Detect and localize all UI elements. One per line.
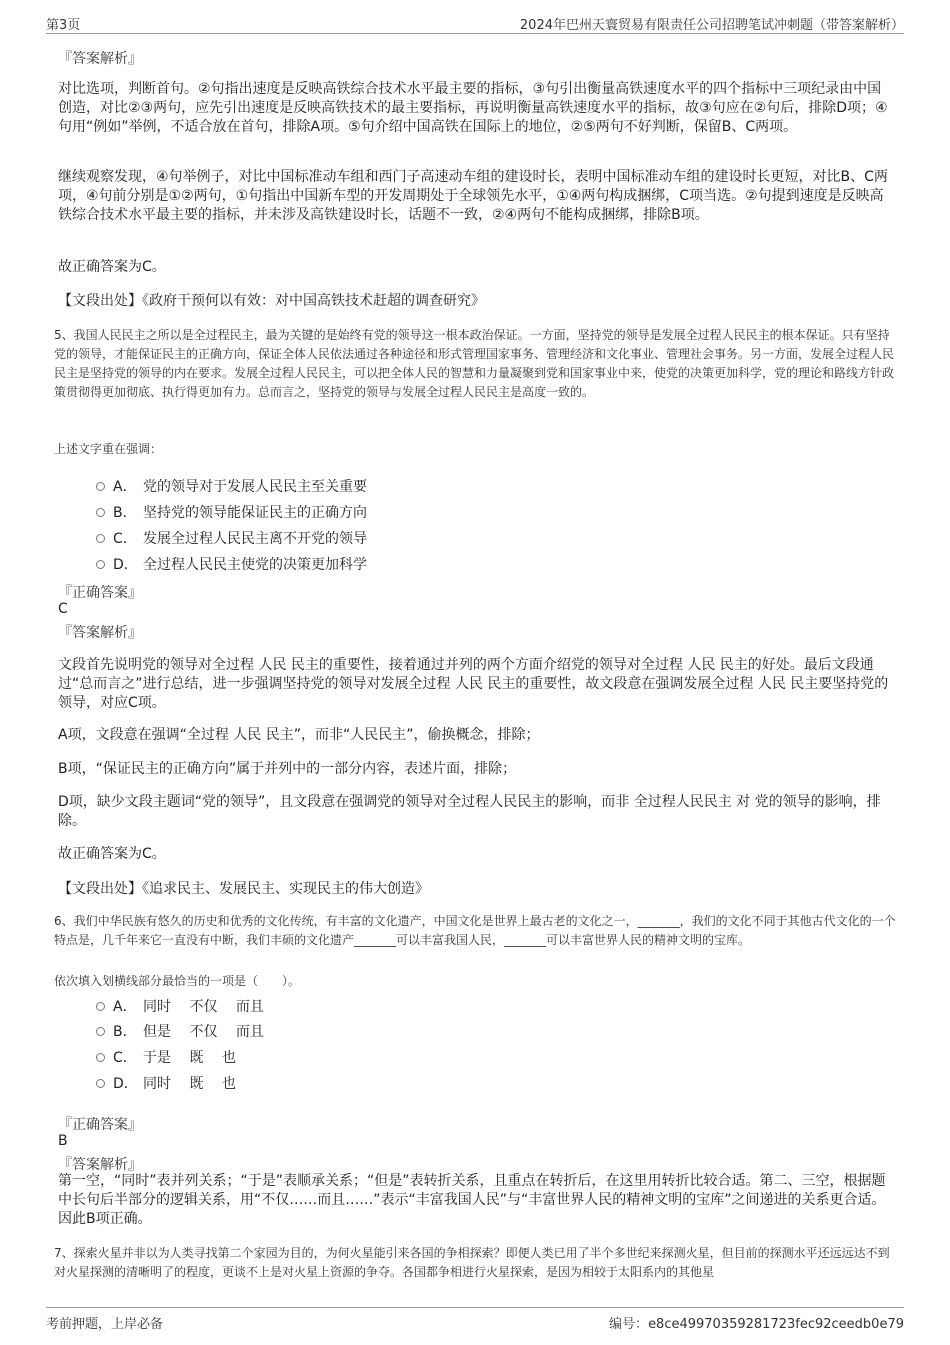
radio-icon[interactable] bbox=[96, 1053, 105, 1062]
radio-icon[interactable] bbox=[96, 1002, 105, 1011]
radio-icon[interactable] bbox=[96, 508, 105, 517]
q6-correct-answer: B bbox=[58, 1133, 68, 1149]
radio-icon[interactable] bbox=[96, 1027, 105, 1036]
q5-analysis-p3: B项，“保证民主的正确方向”属于并列中的一部分内容，表述片面，排除； bbox=[58, 761, 517, 777]
footer-code bbox=[609, 1313, 904, 1332]
q5-analysis-p2: A项，文段意在强调“全过程 人民 民主”，而非“人民民主”，偷换概念，排除； bbox=[58, 727, 540, 743]
q5-question: 上述文字重在强调： bbox=[54, 442, 163, 456]
page-number: 第3页 bbox=[46, 18, 81, 33]
radio-icon[interactable] bbox=[96, 1079, 105, 1088]
q6-analysis-p1: 第一空，“同时”表并列关系；“于是”表顺承关系；“但是”表转折关系，且重点在转折后，在这里用转折比较合适。第二、三空，根据题中长句后半部分的逻辑关系，用“不仅……而且……”表示“丰富我国人民”与“丰富世界人民的精神文明的宝库”之间递进的关系更合适。因此B项正确。 bbox=[58, 1173, 886, 1227]
q6-analysis-label: 『答案解析』 bbox=[58, 1157, 142, 1173]
q4-analysis-label: 『答案解析』 bbox=[58, 51, 142, 67]
q6-option-b[interactable]: B． 但是 不仅 而且 bbox=[96, 1021, 264, 1041]
q4-analysis-p1: 对比选项，判断首句。②句指出速度是反映高铁综合技术水平最主要的指标，③句引出衡量高铁速度水平的四个指标中三项纪录由中国创造，对比②③两句，应先引出速度是反映高铁技术的最主要指标，再说明衡量高铁速度水平的指标，故③句应在②句后，排除D项；④句用“例如”举例，不适合放在首句，排除A项。⑤句介绍中国高铁在国际上的地位，②⑤两句不好判断，保留B、C两项。 bbox=[58, 81, 888, 135]
q5-option-b[interactable]: B． 坚持党的领导能保证民主的正确方向 bbox=[96, 502, 367, 522]
header-divider bbox=[46, 33, 904, 34]
footer-divider bbox=[46, 1307, 904, 1308]
q6-stem: 6、我们中华民族有悠久的历史和优秀的文化传统，有丰富的文化遗产，中国文化是世界上最古老的文化之一，_______，我们的文化不同于其他古代文化的一个特点是，几千年来它一直没有中断，我们丰硕的文化遗产_______可以丰富我国人民，_______可以丰富世界人民的精神文明的宝库。 bbox=[54, 914, 896, 947]
q4-analysis-p2: 继续观察发现，④句举例子，对比中国标准动车组和西门子高速动车组的建设时长，表明中国标准动车组的建设时长更短，对比B、C两项，④句前分别是①②两句，①句指出中国新车型的开发周期处于全球领先水平，①④两句构成捆绑，C项当选。②句提到速度是反映高铁综合技术水平最主要的指标，并未涉及高铁建设时长，话题不一致，②④两句不能构成捆绑，排除B项。 bbox=[58, 169, 888, 223]
footer-code-value: e8ce49970359281723fec92ceedb0e79 bbox=[648, 1317, 904, 1332]
footer-code-label: 编号： bbox=[609, 1317, 649, 1332]
q5-option-a[interactable]: A． 党的领导对于发展人民民主至关重要 bbox=[96, 476, 367, 496]
radio-icon[interactable] bbox=[96, 534, 105, 543]
q5-source: 【文段出处】《追求民主、发展民主、实现民主的伟大创造》 bbox=[58, 881, 429, 897]
q5-option-d[interactable]: D． 全过程人民民主使党的决策更加科学 bbox=[96, 554, 367, 574]
q6-option-c[interactable]: C． 于是 既 也 bbox=[96, 1047, 236, 1067]
q4-source: 【文段出处】《政府干预何以有效：对中国高铁技术赶超的调查研究》 bbox=[58, 293, 485, 309]
q5-option-c[interactable]: C． 发展全过程人民民主离不开党的领导 bbox=[96, 528, 367, 548]
q5-analysis-p5: 故正确答案为C。 bbox=[58, 846, 166, 862]
q6-question: 依次填入划横线部分最恰当的一项是（ ）。 bbox=[54, 974, 301, 988]
q5-correct-label: 『正确答案』 bbox=[58, 585, 142, 601]
q5-analysis-p4: D项，缺少文段主题词“党的领导”，且文段意在强调党的领导对全过程人民民主的影响，而非 全过程人民民主 对 党的领导的影响，排除。 bbox=[58, 794, 881, 829]
q5-analysis-label: 『答案解析』 bbox=[58, 625, 142, 641]
q4-analysis-p3: 故正确答案为C。 bbox=[58, 259, 166, 275]
q6-option-d[interactable]: D． 同时 既 也 bbox=[96, 1073, 236, 1093]
document-title: 2024年巴州天寰贸易有限责任公司招聘笔试冲刺题（带答案解析） bbox=[519, 18, 904, 33]
radio-icon[interactable] bbox=[96, 482, 105, 491]
q6-option-a[interactable]: A． 同时 不仅 而且 bbox=[96, 996, 264, 1016]
q7-stem: 7、探索火星并非以为人类寻找第二个家园为目的，为何火星能引来各国的争相探索？即便人类已用了半个多世纪来探测火星，但目前的探测水平还远远达不到对火星探测的清晰明了的程度，更谈不上是对火星上资源的争夺。各国都争相进行火星探索，是因为相较于太阳系内的其他星 bbox=[54, 1246, 890, 1279]
q5-stem: 5、我国人民民主之所以是全过程民主，最为关键的是始终有党的领导这一根本政治保证。一方面，坚持党的领导是发展全过程人民民主的根本保证。只有坚持党的领导，才能保证民主的正确方向，保证全体人民依法通过各种途径和形式管理国家事务、管理经济和文化事业、管理社会事务。另一方面，发展全过程人民民主是坚持党的领导的内在要求。发展全过程人民民主，可以把全体人民的智慧和力量凝聚到党和国家事业中来，使党的决策更加科学，党的理论和路线方针政策贯彻得更加彻底、执行得更加有力。总而言之，坚持党的领导与发展全过程人民民主是高度一致的。 bbox=[54, 328, 895, 399]
radio-icon[interactable] bbox=[96, 560, 105, 569]
q5-analysis-p1: 文段首先说明党的领导对全过程 人民 民主的重要性，接着通过并列的两个方面介绍党的领导对全过程 人民 民主的好处。最后文段通过“总而言之”进行总结，进一步强调坚持党的领导对发展全过程 人民 民主的重要性，故文段意在强调发展全过程 人民 民主要坚持党的领导，对应C项。 bbox=[58, 657, 889, 711]
q5-correct-answer: C bbox=[58, 601, 68, 617]
q6-correct-label: 『正确答案』 bbox=[58, 1117, 142, 1133]
footer-slogan: 考前押题，上岸必备 bbox=[46, 1317, 164, 1332]
